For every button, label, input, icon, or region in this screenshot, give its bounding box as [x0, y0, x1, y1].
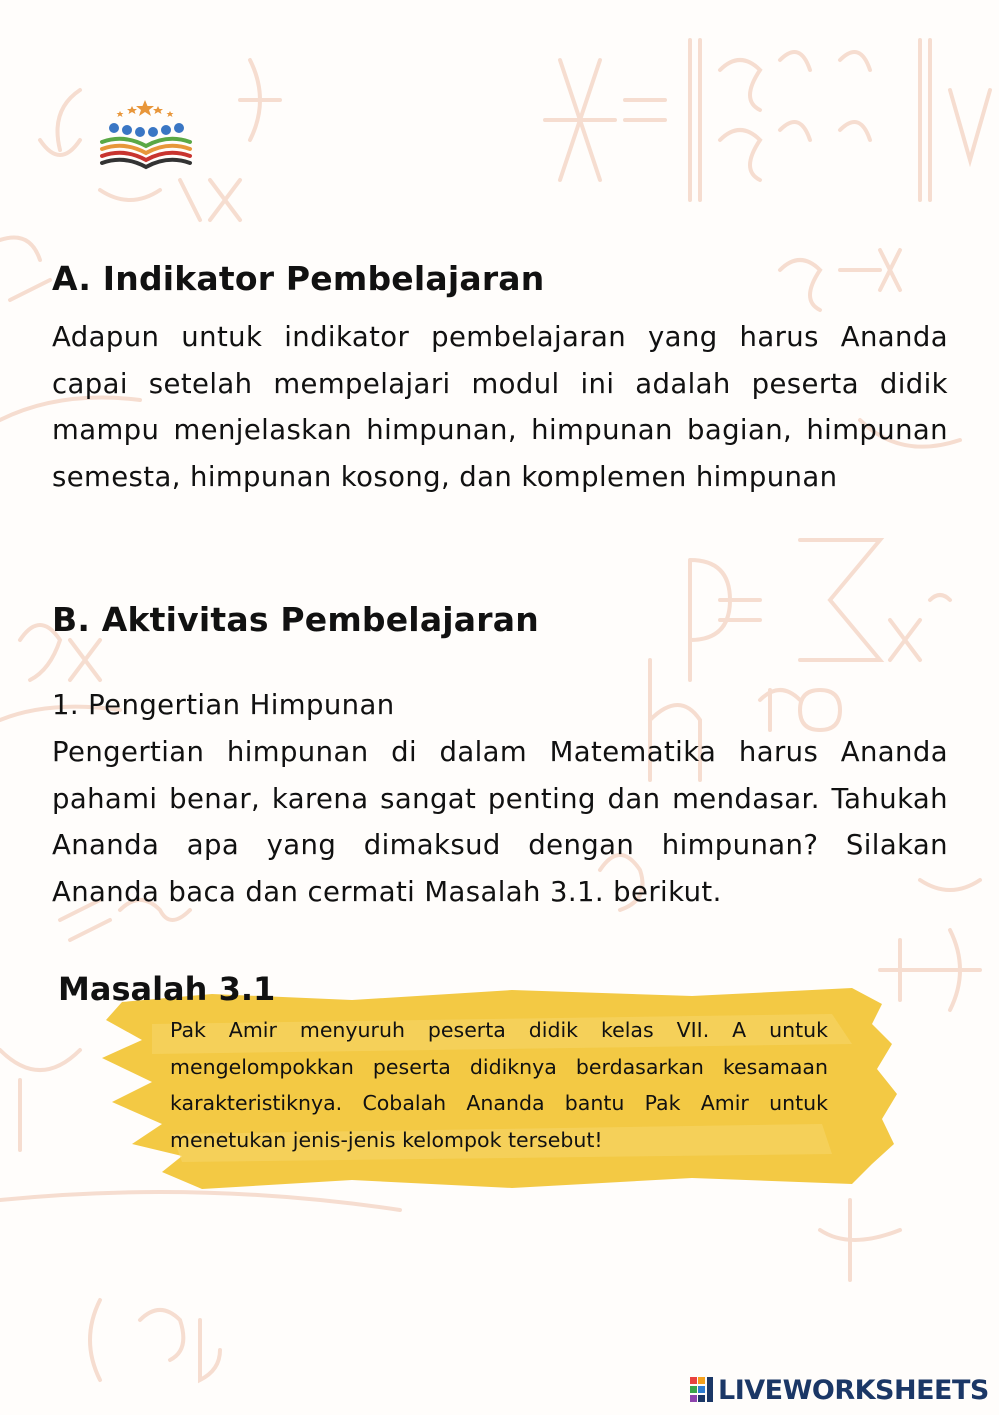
masalah-title: Masalah 3.1: [58, 970, 276, 1008]
liveworksheets-logo-icon: [690, 1375, 714, 1405]
section-b-paragraph: Pengertian himpunan di dalam Matematika harus Ananda pahami benar, karena sangat penting dan mendasar. Tahukah Ananda apa yang dimaksud dengan himpunan? Silakan Ananda baca dan cermati Masalah 3.1. berikut.: [52, 736, 948, 908]
section-b-title: B. Aktivitas Pembelajaran: [52, 600, 539, 639]
section-a-paragraph: Adapun untuk indikator pembelajaran yang harus Ananda capai setelah mempelajari modul ini adalah peserta didik mampu menjelaskan himpunan, himpunan bagian, himpunan semesta, himpunan kosong, dan komplemen himpunan: [52, 321, 948, 493]
liveworksheets-brand: [690, 1372, 989, 1408]
open-book-people-stars-logo-icon: [98, 98, 194, 172]
section-b-subheading: 1. Pengertian Himpunan: [52, 689, 395, 721]
brand-name: LIVEWORKSHEETS: [718, 1374, 989, 1406]
section-a-title: A. Indikator Pembelajaran: [52, 259, 545, 298]
masalah-paragraph: Pak Amir menyuruh peserta didik kelas VII. A untuk mengelompokkan peserta didiknya berdasarkan kesamaan karakteristiknya. Cobalah Ananda bantu Pak Amir untuk menetukan jenis-jenis kelompok tersebut!: [170, 1018, 828, 1152]
